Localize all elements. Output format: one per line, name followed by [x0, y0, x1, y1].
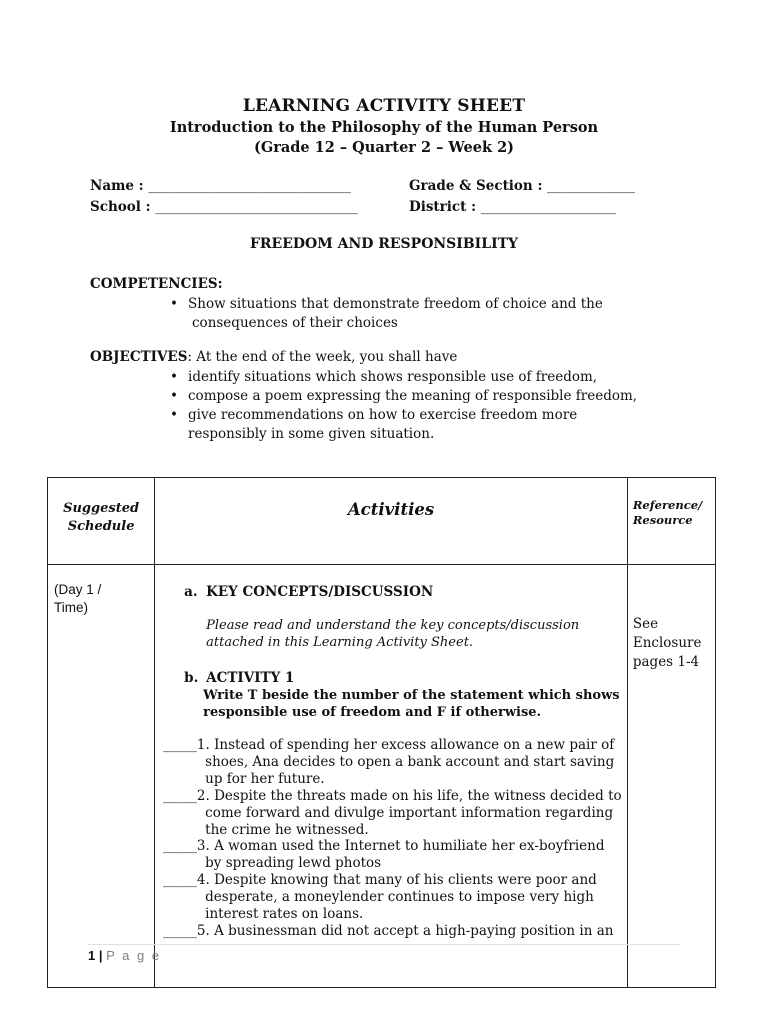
objectives-intro-text: : At the end of the week, you shall have [187, 349, 458, 365]
school-line[interactable]: ______________________________ [155, 199, 358, 215]
list-item: _____2. Despite the threats made on his life, the witness decided to come forward and divulge important information regarding the crime he witnessed. [163, 788, 622, 838]
name-label: Name : [90, 178, 144, 194]
objective-item: • give recommendations on how to exercise freedom more [170, 407, 578, 423]
bullet-icon: • [170, 407, 178, 423]
competency-item-continued: consequences of their choices [192, 315, 398, 331]
objective-item: • compose a poem expressing the meaning of responsible freedom, [170, 388, 638, 404]
grade-quarter-week: (Grade 12 – Quarter 2 – Week 2) [253, 139, 515, 156]
grade-section-line[interactable]: _____________ [547, 178, 635, 194]
key-concepts-letter: a. [184, 584, 198, 600]
district-label: District : [409, 199, 477, 215]
subject-title: Introduction to the Philosophy of the Human Person [169, 119, 599, 136]
district-field[interactable] [409, 199, 616, 215]
district-line[interactable]: ____________________ [480, 199, 616, 215]
objectives-label: OBJECTIVES [90, 349, 188, 365]
school-field[interactable] [90, 199, 358, 215]
list-item: _____3. A woman used the Internet to humiliate her ex-boyfriend by spreading lewd photos [163, 838, 605, 871]
name-line[interactable]: ______________________________ [148, 178, 351, 194]
page-number: 1 [88, 948, 96, 963]
page-word: P a g e [106, 948, 162, 963]
activity1-instruction: Write T beside the number of the statement which shows responsible use of freedom and F if otherwise. [203, 688, 620, 720]
grade-section-field[interactable] [409, 178, 635, 194]
objective-item-continued: responsibly in some given situation. [188, 426, 435, 442]
page-footer [88, 948, 161, 963]
objectives-intro [90, 349, 457, 365]
activities-header: Activities [155, 478, 628, 565]
activity1-letter: b. [184, 670, 199, 686]
bullet-icon: • [170, 296, 178, 312]
school-label: School : [90, 199, 151, 215]
section-title: FREEDOM AND RESPONSIBILITY [249, 236, 519, 252]
footer-separator: | [98, 948, 103, 963]
bullet-icon: • [170, 388, 178, 404]
schedule-header: Suggested Schedule [48, 478, 155, 565]
grade-section-label: Grade & Section : [409, 178, 543, 194]
key-concepts-instruction: Please read and understand the key concepts/discussion attached in this Learning Activity Sheet. [206, 618, 580, 650]
list-item: _____4. Despite knowing that many of his clients were poor and desperate, a moneylender continues to impose very high interest rates on loans. [163, 872, 597, 922]
table-row [48, 565, 716, 988]
objectives-list [170, 368, 638, 444]
list-item: _____5. A businessman did not accept a high-paying position in an [163, 923, 614, 939]
table-header-row [48, 478, 716, 565]
schedule-cell: (Day 1 / Time) [48, 565, 155, 988]
reference-cell: See Enclosure pages 1-4 [627, 565, 715, 988]
bullet-icon: • [170, 369, 178, 385]
activity-table [47, 477, 716, 988]
name-field[interactable] [90, 178, 351, 194]
list-item: _____1. Instead of spending her excess allowance on a new pair of shoes, Ana decides to open a bank account and start saving up for her future. [163, 737, 615, 787]
competencies-label: COMPETENCIES: [90, 276, 223, 292]
activities-cell [155, 565, 628, 988]
competencies-list [170, 295, 603, 333]
activity1-heading: ACTIVITY 1 [206, 670, 295, 686]
document-title: LEARNING ACTIVITY SHEET [242, 96, 526, 116]
objective-item: • identify situations which shows responsible use of freedom, [170, 369, 598, 385]
reference-header: Reference/ Resource [627, 478, 715, 565]
footer-divider [88, 944, 680, 945]
key-concepts-heading: KEY CONCEPTS/DISCUSSION [206, 584, 434, 600]
competency-item: • Show situations that demonstrate freedom of choice and the [170, 296, 603, 312]
